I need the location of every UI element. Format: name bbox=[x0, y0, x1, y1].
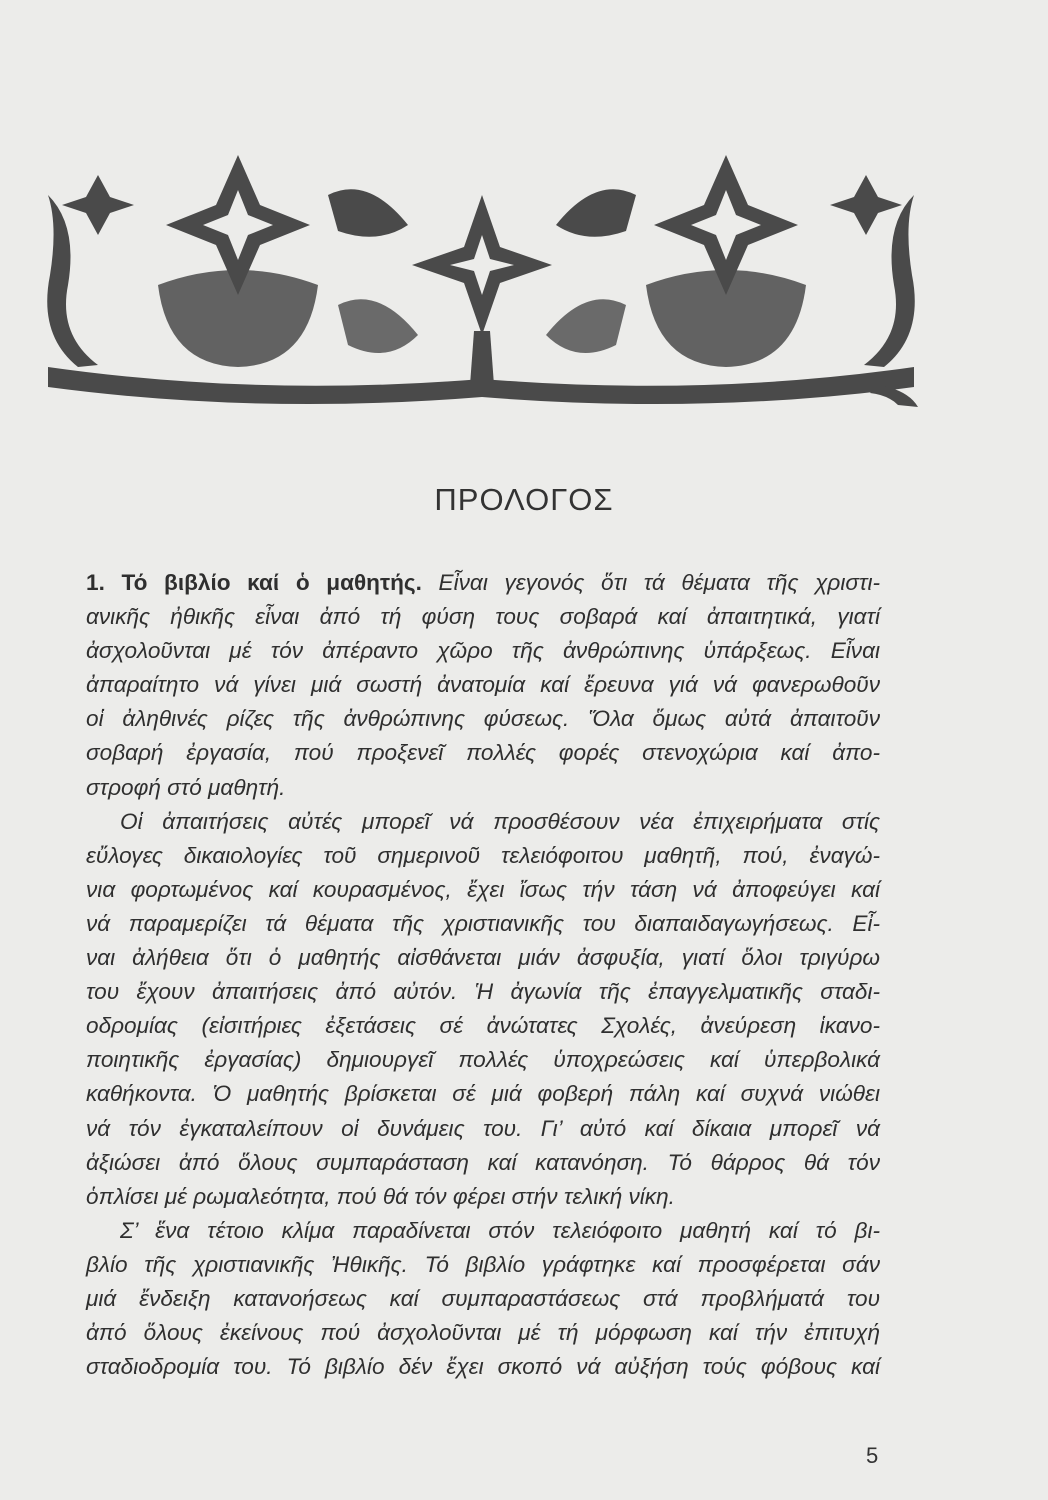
text-line: καθήκοντα. Ὁ μαθητής βρίσκεται σέ μιά φοβερή πάλη καί συχνά νιώθει bbox=[86, 1081, 880, 1107]
text-line: ποιητικῆς ἐργασίας) δημιουργεῖ πολλές ὑποχρεώσεις καί ὑπερβολικά bbox=[86, 1047, 880, 1073]
text-line: ἀξιώσει ἀπό ὅλους συμπαράσταση καί κατανόηση. Τό θάρρος θά τόν bbox=[86, 1149, 880, 1175]
text-line: ἀπό ὅλους ἐκείνους πού ἀσχολοῦνται μέ τή μόρφωση καί τήν ἐπιτυχή bbox=[86, 1320, 880, 1346]
text-line: ναι ἀλήθεια ὅτι ὁ μαθητής αἰσθάνεται μιάν ἀσφυξία, γιατί ὅλοι τριγύρω bbox=[86, 945, 880, 971]
text-line: νά τόν ἐγκαταλείπουν οἱ δυνάμεις του. Γι’ αὐτό καί δίκαια μπορεῖ νά bbox=[86, 1115, 880, 1141]
text-line: εὔλογες δικαιολογίες τοῦ σημερινοῦ τελειόφοιτου μαθητῆ, πού, ἐναγώ- bbox=[86, 842, 880, 868]
text-line: σταδιοδρομία του. Τό βιβλίο δέν ἔχει σκοπό νά αὐξήση τούς φόβους καί bbox=[86, 1354, 880, 1380]
text-line: Οἱ ἀπαιτήσεις αὐτές μπορεῖ νά προσθέσουν νέα ἐπιχειρήματα στίς bbox=[120, 808, 880, 834]
text-line: νια φορτωμένος καί κουρασμένος, ἔχει ἴσως τήν τάση νά ἀποφεύγει καί bbox=[86, 876, 880, 902]
text-line: σοβαρή ἐργασία, πού προξενεῖ πολλές φορές στενοχώρια καί ἀπο- bbox=[86, 740, 880, 766]
section-heading: 1. Τό βιβλίο καί ὁ μαθητής. bbox=[86, 570, 422, 595]
text-line-content: Εἶναι γεγονός ὅτι τά θέματα τῆς χριστι- bbox=[438, 570, 881, 595]
text-line bbox=[86, 566, 880, 600]
page-number: 5 bbox=[866, 1443, 879, 1468]
text-line: στροφή στό μαθητή. bbox=[86, 774, 286, 800]
text-line: βλίο τῆς χριστιανικῆς Ἠθικῆς. Τό βιβλίο γράφτηκε καί προσφέρεται σάν bbox=[86, 1251, 880, 1277]
ornament-header bbox=[38, 135, 926, 435]
text-line: μιά ἔνδειξη κατανοήσεως καί συμπαραστάσεως στά προβλήματά του bbox=[86, 1285, 880, 1311]
text-line: οἱ ἀληθινές ρίζες τῆς ἀνθρώπινης φύσεως. Ὅλα ὅμως αὐτά ἀπαιτοῦν bbox=[86, 706, 880, 732]
text-line: ἀπαραίτητο νά γίνει μιά σωστή ἀνατομία καί ἔρευνα γιά νά φανερωθοῦν bbox=[86, 672, 880, 698]
text-line: του ἔχουν ἀπαιτήσεις ἀπό αὐτόν. Ἡ ἀγωνία τῆς ἐπαγγελματικῆς σταδι- bbox=[86, 979, 880, 1005]
text-line: οδρομίας (εἰσιτήριες ἐξετάσεις σέ ἀνώτατες Σχολές, ἀνεύρεση ἱκανο- bbox=[86, 1013, 880, 1039]
text-line: ἀσχολοῦνται μέ τόν ἀπέραντο χῶρο τῆς ἀνθρώπινης ὑπάρξεως. Εἶναι bbox=[86, 638, 880, 664]
text-line: ανικῆς ἠθικῆς εἶναι ἀπό τή φύση τους σοβαρά καί ἀπαιτητικά, γιατί bbox=[86, 604, 880, 630]
text-line: νά παραμερίζει τά θέματα τῆς χριστιανικῆς του διαπαιδαγωγήσεως. Εἶ- bbox=[86, 910, 880, 936]
page-title: ΠΡΟΛΟΓΟΣ bbox=[434, 482, 614, 517]
body-text bbox=[86, 566, 880, 1384]
text-line: Σ’ ἕνα τέτοιο κλίμα παραδίνεται στόν τελειόφοιτο μαθητή καί τό βι- bbox=[120, 1217, 880, 1243]
text-line: ὁπλίσει μέ ρωμαλεότητα, πού θά τόν φέρει στήν τελική νίκη. bbox=[86, 1183, 675, 1209]
